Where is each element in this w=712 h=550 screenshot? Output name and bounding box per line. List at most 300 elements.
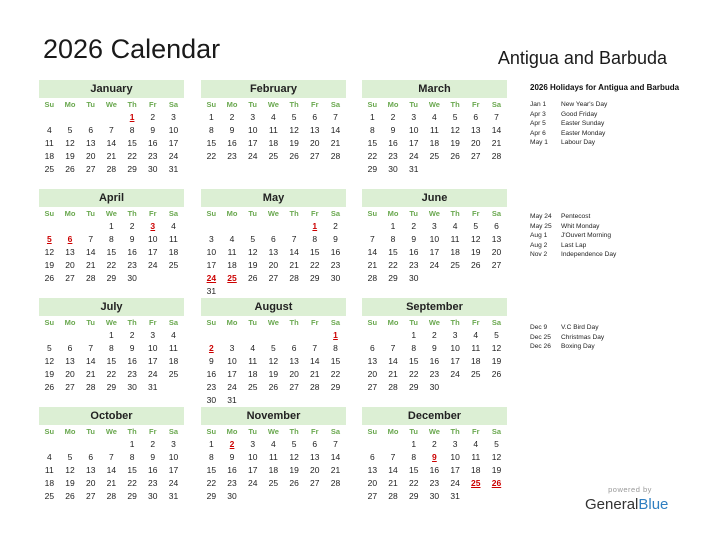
weekday-label: Sa bbox=[168, 318, 179, 327]
holiday-name: J'Ouvert Morning bbox=[561, 232, 611, 239]
empty-day-cell bbox=[222, 285, 243, 298]
weekday-label: Sa bbox=[168, 209, 179, 218]
day-cell: 29 bbox=[106, 273, 117, 283]
month-name: April bbox=[39, 189, 184, 207]
day-cell: 23 bbox=[388, 151, 398, 161]
day-cell: 13 bbox=[85, 138, 96, 148]
month-april bbox=[39, 189, 184, 285]
empty-day-cell bbox=[486, 490, 507, 503]
day-cell: 27 bbox=[289, 382, 299, 392]
day-cell: 21 bbox=[388, 478, 398, 488]
day-cell: 14 bbox=[85, 247, 96, 257]
day-cell: 4 bbox=[229, 234, 235, 244]
day-cell: 25 bbox=[429, 151, 440, 161]
day-cell: 19 bbox=[289, 465, 299, 475]
day-cell: 23 bbox=[148, 478, 158, 488]
day-cell: 16 bbox=[127, 247, 137, 257]
weekday-label: Tu bbox=[86, 209, 96, 218]
weekday-label: Tu bbox=[248, 427, 258, 436]
day-cell: 27 bbox=[65, 273, 75, 283]
day-cell: 13 bbox=[367, 356, 378, 366]
day-cell: 6 bbox=[88, 452, 94, 462]
day-cell: 11 bbox=[169, 343, 178, 353]
empty-day-cell bbox=[163, 272, 184, 285]
empty-day-cell bbox=[304, 285, 325, 298]
holiday-name: V.C Bird Day bbox=[561, 324, 599, 331]
day-cell: 20 bbox=[85, 478, 96, 488]
month-days bbox=[362, 425, 507, 503]
weekday-label: Sa bbox=[491, 100, 502, 109]
day-cell: 5 bbox=[46, 343, 52, 353]
day-cell: 26 bbox=[491, 369, 502, 379]
day-cell: 3 bbox=[171, 112, 176, 122]
empty-day-cell bbox=[383, 329, 404, 342]
day-cell: 15 bbox=[206, 138, 217, 148]
day-cell: 28 bbox=[330, 151, 341, 161]
day-cell: 22 bbox=[127, 151, 137, 161]
holiday-date: Dec 9 bbox=[530, 324, 548, 331]
month-november bbox=[201, 407, 346, 503]
weekday-label: We bbox=[105, 209, 117, 218]
day-cell: 28 bbox=[388, 491, 398, 501]
day-cell: 9 bbox=[432, 343, 437, 353]
empty-day-cell bbox=[242, 220, 263, 233]
day-cell: 3 bbox=[250, 439, 256, 449]
weekday-label: Fr bbox=[149, 318, 157, 327]
day-cell: 1 bbox=[109, 330, 114, 340]
month-name: December bbox=[362, 407, 507, 425]
weekday-label: Th bbox=[289, 209, 299, 218]
day-cell: 19 bbox=[44, 260, 55, 270]
day-cell: 11 bbox=[169, 234, 178, 244]
day-cell: 26 bbox=[44, 273, 55, 283]
day-cell: 2 bbox=[150, 112, 156, 122]
month-name: July bbox=[39, 298, 184, 316]
day-cell: 30 bbox=[148, 491, 158, 501]
day-cell: 15 bbox=[408, 356, 419, 366]
day-cell: 18 bbox=[227, 260, 237, 270]
holiday-date: Jan 1 bbox=[530, 101, 547, 108]
day-cell: 18 bbox=[268, 138, 279, 148]
weekday-label: Su bbox=[367, 318, 378, 327]
empty-day-cell bbox=[263, 490, 284, 503]
day-cell: 2 bbox=[229, 112, 235, 122]
holiday-date: Nov 2 bbox=[530, 251, 548, 258]
day-cell: 18 bbox=[168, 247, 179, 257]
day-cell: 24 bbox=[450, 478, 460, 488]
month-days bbox=[362, 316, 507, 394]
day-cell: 1 bbox=[411, 330, 417, 340]
months-grid bbox=[39, 80, 523, 505]
day-cell: 17 bbox=[206, 260, 217, 270]
day-cell: 30 bbox=[148, 164, 158, 174]
day-cell: 17 bbox=[168, 138, 179, 148]
day-cell: 23 bbox=[429, 369, 440, 379]
day-cell: 24 bbox=[408, 151, 419, 161]
day-cell: 6 bbox=[473, 112, 479, 122]
weekday-label: Tu bbox=[86, 427, 96, 436]
weekday-label: Th bbox=[127, 427, 137, 436]
day-cell: 12 bbox=[289, 125, 299, 135]
day-cell: 13 bbox=[65, 356, 75, 366]
empty-day-cell bbox=[60, 329, 81, 342]
day-cell: 27 bbox=[268, 273, 279, 283]
holiday-item bbox=[530, 110, 680, 120]
day-cell: 4 bbox=[473, 439, 479, 449]
day-cell: 5 bbox=[494, 439, 499, 449]
day-cell: 14 bbox=[289, 247, 299, 257]
day-cell: 12 bbox=[44, 247, 55, 257]
holiday-date: Apr 6 bbox=[530, 129, 546, 137]
day-cell: 19 bbox=[491, 356, 502, 366]
day-cell: 15 bbox=[127, 465, 137, 475]
holiday-name: New Year's Day bbox=[561, 101, 608, 108]
day-cell: 8 bbox=[129, 125, 135, 135]
day-cell: 26 bbox=[450, 151, 460, 161]
day-cell: 21 bbox=[106, 478, 117, 488]
day-cell: 12 bbox=[65, 465, 75, 475]
empty-day-cell bbox=[60, 220, 81, 233]
day-cell: 12 bbox=[491, 452, 502, 462]
day-cell: 18 bbox=[44, 478, 55, 488]
day-cell: 26 bbox=[247, 273, 258, 283]
empty-day-cell bbox=[465, 381, 486, 394]
weekday-label: Th bbox=[289, 427, 299, 436]
day-cell: 11 bbox=[44, 138, 54, 148]
day-cell: 11 bbox=[471, 452, 481, 462]
holiday-date: Aug 1 bbox=[530, 232, 548, 239]
day-cell: 15 bbox=[127, 138, 137, 148]
day-cell: 31 bbox=[148, 382, 158, 392]
day-cell: 27 bbox=[367, 382, 378, 392]
day-cell: 21 bbox=[367, 260, 378, 270]
day-cell: 13 bbox=[289, 356, 299, 366]
day-cell: 4 bbox=[271, 439, 276, 449]
day-cell: 17 bbox=[148, 356, 158, 366]
day-cell: 4 bbox=[46, 125, 52, 135]
day-cell: 7 bbox=[494, 112, 499, 122]
day-cell: 19 bbox=[65, 478, 75, 488]
day-cell: 5 bbox=[494, 330, 499, 340]
day-cell: 25 bbox=[471, 478, 481, 488]
day-cell: 13 bbox=[471, 125, 481, 135]
day-cell: 29 bbox=[206, 491, 217, 501]
day-cell: 10 bbox=[408, 125, 419, 135]
day-cell: 19 bbox=[65, 151, 75, 161]
day-cell: 20 bbox=[65, 369, 75, 379]
empty-day-cell bbox=[465, 272, 486, 285]
empty-day-cell bbox=[242, 285, 263, 298]
day-cell: 6 bbox=[271, 234, 276, 244]
day-cell: 17 bbox=[168, 465, 179, 475]
day-cell: 5 bbox=[452, 112, 458, 122]
day-cell: 17 bbox=[408, 138, 419, 148]
day-cell: 2 bbox=[129, 330, 135, 340]
day-cell: 12 bbox=[491, 343, 502, 353]
day-cell: 8 bbox=[109, 234, 114, 244]
day-cell: 6 bbox=[369, 452, 375, 462]
day-cell: 1 bbox=[390, 221, 396, 231]
day-cell: 18 bbox=[429, 138, 440, 148]
day-cell: 30 bbox=[408, 273, 419, 283]
day-cell: 16 bbox=[148, 138, 158, 148]
day-cell: 2 bbox=[411, 221, 417, 231]
empty-day-cell bbox=[60, 111, 81, 124]
empty-day-cell bbox=[80, 438, 101, 451]
day-cell: 20 bbox=[367, 369, 378, 379]
day-cell: 30 bbox=[227, 491, 237, 501]
day-cell: 12 bbox=[44, 356, 55, 366]
day-cell: 15 bbox=[367, 138, 378, 148]
empty-day-cell bbox=[325, 490, 346, 503]
day-cell: 25 bbox=[471, 369, 481, 379]
weekday-label: Tu bbox=[409, 209, 419, 218]
day-cell: 30 bbox=[206, 395, 217, 405]
empty-day-cell bbox=[362, 438, 383, 451]
day-cell: 6 bbox=[312, 112, 318, 122]
month-june bbox=[362, 189, 507, 285]
day-cell: 22 bbox=[408, 478, 419, 488]
day-cell: 25 bbox=[268, 151, 279, 161]
month-name: September bbox=[362, 298, 507, 316]
day-cell: 20 bbox=[310, 138, 320, 148]
day-cell: 29 bbox=[367, 164, 378, 174]
day-cell: 23 bbox=[330, 260, 341, 270]
day-cell: 1 bbox=[129, 112, 135, 122]
day-cell: 21 bbox=[388, 369, 398, 379]
holiday-name: Last Lap bbox=[561, 241, 587, 249]
month-march bbox=[362, 80, 507, 176]
weekday-label: Su bbox=[44, 100, 55, 109]
day-cell: 30 bbox=[330, 273, 341, 283]
day-cell: 31 bbox=[227, 395, 237, 405]
day-cell: 22 bbox=[206, 478, 217, 488]
day-cell: 28 bbox=[106, 164, 117, 174]
weekday-label: We bbox=[428, 100, 440, 109]
day-cell: 25 bbox=[268, 478, 279, 488]
day-cell: 7 bbox=[369, 234, 375, 244]
day-cell: 29 bbox=[106, 382, 117, 392]
empty-day-cell bbox=[325, 285, 346, 298]
day-cell: 2 bbox=[208, 343, 214, 353]
empty-day-cell bbox=[263, 329, 284, 342]
empty-day-cell bbox=[284, 329, 305, 342]
day-cell: 3 bbox=[452, 330, 458, 340]
day-cell: 28 bbox=[85, 382, 96, 392]
day-cell: 17 bbox=[429, 247, 440, 257]
holiday-group bbox=[530, 100, 680, 148]
weekday-label: Su bbox=[206, 318, 217, 327]
day-cell: 19 bbox=[491, 465, 502, 475]
weekday-label: Su bbox=[367, 427, 378, 436]
day-cell: 24 bbox=[227, 382, 237, 392]
month-september bbox=[362, 298, 507, 394]
day-cell: 7 bbox=[390, 343, 396, 353]
day-cell: 7 bbox=[88, 234, 94, 244]
weekday-label: Fr bbox=[149, 427, 157, 436]
day-cell: 3 bbox=[229, 343, 235, 353]
day-cell: 17 bbox=[247, 138, 258, 148]
day-cell: 19 bbox=[268, 369, 279, 379]
weekday-label: Mo bbox=[64, 318, 76, 327]
day-cell: 27 bbox=[310, 478, 320, 488]
day-cell: 11 bbox=[248, 356, 258, 366]
empty-day-cell bbox=[201, 329, 222, 342]
day-cell: 3 bbox=[432, 221, 437, 231]
day-cell: 16 bbox=[227, 138, 237, 148]
day-cell: 29 bbox=[388, 273, 398, 283]
day-cell: 7 bbox=[88, 343, 94, 353]
day-cell: 28 bbox=[491, 151, 502, 161]
holiday-list-title: 2026 Holidays for Antigua and Barbuda bbox=[530, 83, 680, 92]
weekday-label: We bbox=[105, 100, 117, 109]
weekday-label: Mo bbox=[387, 209, 399, 218]
day-cell: 24 bbox=[148, 260, 158, 270]
day-cell: 13 bbox=[268, 247, 279, 257]
weekday-label: Su bbox=[206, 427, 217, 436]
day-cell: 14 bbox=[85, 356, 96, 366]
day-cell: 1 bbox=[109, 221, 114, 231]
empty-day-cell bbox=[263, 285, 284, 298]
day-cell: 12 bbox=[268, 356, 279, 366]
day-cell: 1 bbox=[411, 439, 417, 449]
month-january bbox=[39, 80, 184, 176]
day-cell: 31 bbox=[450, 491, 460, 501]
day-cell: 18 bbox=[471, 356, 481, 366]
day-cell: 14 bbox=[330, 452, 341, 462]
day-cell: 23 bbox=[227, 151, 237, 161]
holiday-date: May 25 bbox=[530, 222, 552, 230]
day-cell: 22 bbox=[106, 260, 117, 270]
day-cell: 28 bbox=[330, 478, 341, 488]
day-cell: 6 bbox=[291, 343, 297, 353]
day-cell: 19 bbox=[44, 369, 55, 379]
day-cell: 23 bbox=[127, 260, 137, 270]
holiday-name: Christmas Day bbox=[561, 333, 605, 341]
day-cell: 19 bbox=[247, 260, 258, 270]
day-cell: 26 bbox=[491, 478, 502, 488]
day-cell: 13 bbox=[310, 452, 320, 462]
month-days bbox=[39, 425, 184, 503]
weekday-label: Tu bbox=[248, 100, 258, 109]
day-cell: 12 bbox=[65, 138, 75, 148]
day-cell: 14 bbox=[388, 465, 398, 475]
day-cell: 30 bbox=[429, 491, 440, 501]
weekday-label: Th bbox=[127, 318, 137, 327]
month-name: May bbox=[201, 189, 346, 207]
day-cell: 16 bbox=[127, 356, 137, 366]
day-cell: 21 bbox=[106, 151, 117, 161]
holiday-item bbox=[530, 342, 680, 352]
holiday-name: Whit Monday bbox=[561, 222, 600, 230]
day-cell: 16 bbox=[408, 247, 419, 257]
weekday-label: Th bbox=[289, 100, 299, 109]
day-cell: 9 bbox=[129, 234, 135, 244]
holiday-date: Dec 26 bbox=[530, 343, 551, 350]
day-cell: 30 bbox=[127, 273, 137, 283]
day-cell: 21 bbox=[491, 138, 502, 148]
day-cell: 22 bbox=[408, 369, 419, 379]
day-cell: 7 bbox=[312, 343, 318, 353]
day-cell: 11 bbox=[227, 247, 237, 257]
day-cell: 26 bbox=[471, 260, 481, 270]
day-cell: 9 bbox=[208, 356, 214, 366]
day-cell: 25 bbox=[168, 369, 179, 379]
empty-day-cell bbox=[465, 163, 486, 176]
empty-day-cell bbox=[424, 163, 445, 176]
holiday-date: Apr 3 bbox=[530, 110, 546, 118]
weekday-label: Sa bbox=[491, 318, 502, 327]
day-cell: 6 bbox=[88, 125, 94, 135]
day-cell: 23 bbox=[127, 369, 137, 379]
day-cell: 20 bbox=[85, 151, 96, 161]
weekday-label: Sa bbox=[168, 427, 179, 436]
holiday-list bbox=[530, 82, 680, 350]
day-cell: 18 bbox=[168, 356, 179, 366]
month-december bbox=[362, 407, 507, 503]
weekday-label: We bbox=[428, 209, 440, 218]
day-cell: 9 bbox=[390, 125, 396, 135]
day-cell: 17 bbox=[148, 247, 158, 257]
weekday-label: Tu bbox=[248, 209, 258, 218]
empty-day-cell bbox=[242, 394, 263, 407]
month-name: March bbox=[362, 80, 507, 98]
day-cell: 13 bbox=[310, 125, 320, 135]
month-days bbox=[39, 207, 184, 285]
day-cell: 23 bbox=[206, 382, 217, 392]
weekday-label: Su bbox=[206, 100, 217, 109]
empty-day-cell bbox=[101, 438, 122, 451]
day-cell: 3 bbox=[150, 221, 156, 231]
day-cell: 1 bbox=[208, 439, 214, 449]
day-cell: 17 bbox=[247, 465, 258, 475]
day-cell: 4 bbox=[171, 330, 176, 340]
empty-day-cell bbox=[486, 272, 507, 285]
day-cell: 9 bbox=[432, 452, 437, 462]
day-cell: 23 bbox=[227, 478, 237, 488]
day-cell: 3 bbox=[411, 112, 417, 122]
weekday-label: We bbox=[267, 318, 279, 327]
day-cell: 10 bbox=[247, 125, 258, 135]
day-cell: 26 bbox=[268, 382, 279, 392]
day-cell: 21 bbox=[85, 369, 96, 379]
country-name: Antigua and Barbuda bbox=[497, 48, 667, 68]
month-name: August bbox=[201, 298, 346, 316]
day-cell: 24 bbox=[168, 151, 179, 161]
month-may bbox=[201, 189, 346, 298]
day-cell: 23 bbox=[408, 260, 419, 270]
holiday-date: Aug 2 bbox=[530, 241, 548, 249]
day-cell: 20 bbox=[289, 369, 299, 379]
weekday-label: Su bbox=[44, 209, 55, 218]
month-days bbox=[39, 316, 184, 394]
day-cell: 8 bbox=[411, 343, 417, 353]
holiday-item bbox=[530, 222, 680, 232]
day-cell: 29 bbox=[408, 491, 419, 501]
day-cell: 11 bbox=[471, 343, 481, 353]
day-cell: 29 bbox=[310, 273, 320, 283]
month-days bbox=[362, 98, 507, 176]
day-cell: 23 bbox=[429, 478, 440, 488]
day-cell: 5 bbox=[291, 439, 297, 449]
day-cell: 3 bbox=[250, 112, 256, 122]
holiday-item bbox=[530, 231, 680, 241]
day-cell: 24 bbox=[450, 369, 460, 379]
weekday-label: Fr bbox=[311, 209, 319, 218]
empty-day-cell bbox=[383, 438, 404, 451]
page-title: 2026 Calendar bbox=[43, 34, 221, 64]
day-cell: 21 bbox=[330, 138, 341, 148]
